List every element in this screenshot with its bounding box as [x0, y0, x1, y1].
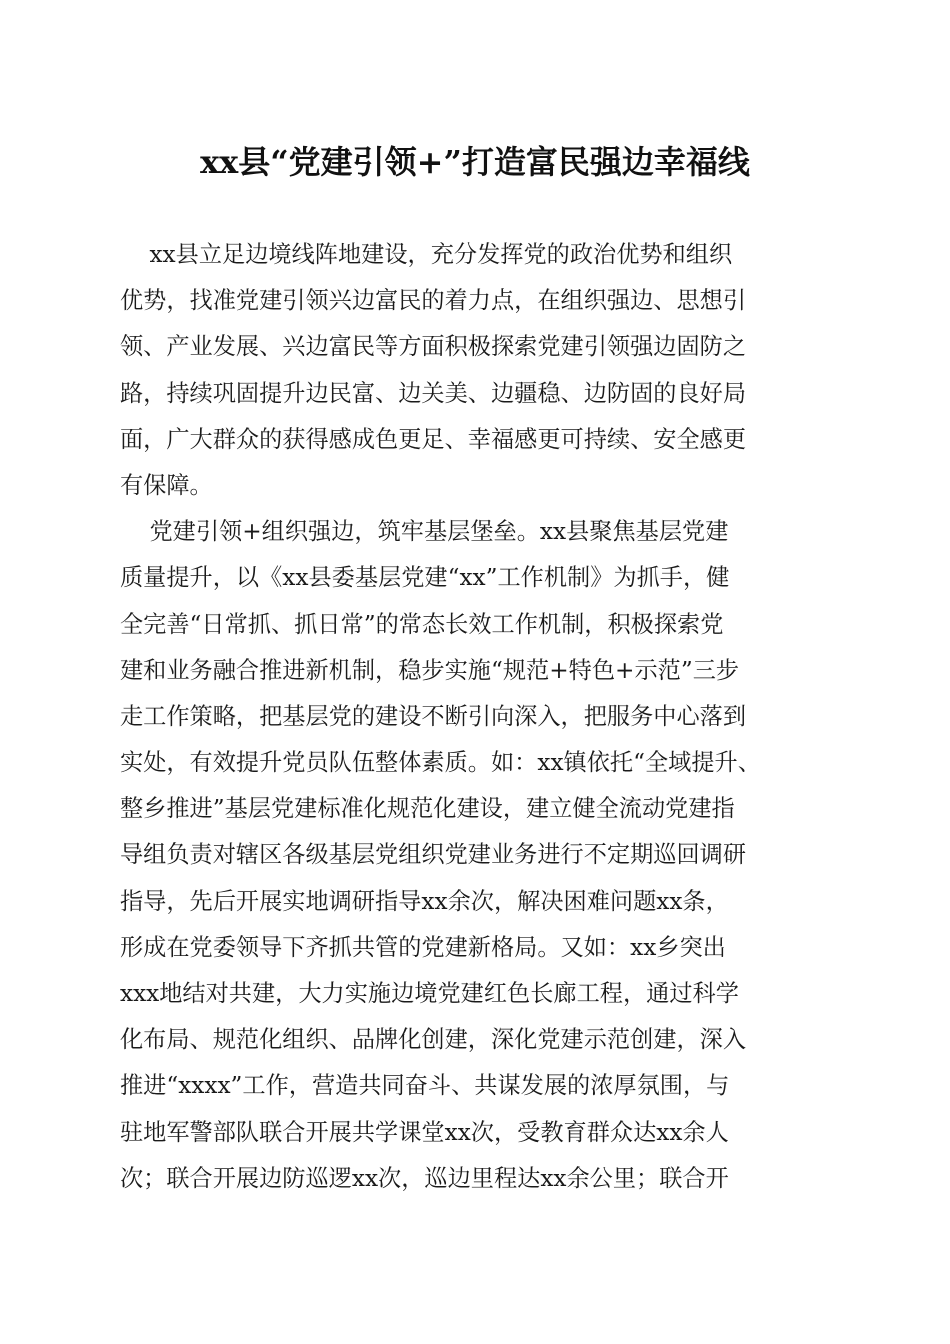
text-line: 驻地军警部队联合开展共学课堂xx次，受教育群众达xx余人: [120, 1118, 729, 1146]
text-line: 指导，先后开展实地调研指导xx余次，解决困难问题xx条，: [120, 887, 729, 915]
text-line: 化布局、规范化组织、品牌化创建，深化党建示范创建，深入: [120, 1026, 747, 1054]
text-line: 次；联合开展边防巡逻xx次，巡边里程达xx余公里；联合开: [120, 1164, 729, 1192]
text-line: 优势，找准党建引领兴边富民的着力点，在组织强边、思想引: [120, 287, 747, 315]
text-line: 走工作策略，把基层党的建设不断引向深入，把服务中心落到: [120, 702, 747, 730]
paragraph-2: [120, 509, 825, 1202]
text-line: 实处，有效提升党员队伍整体素质。如：xx镇依托“全域提升、: [120, 749, 761, 777]
text-line: 有保障。: [120, 471, 213, 499]
text-line: 质量提升，以《xx县委基层党建“xx”工作机制》为抓手，健: [120, 564, 730, 592]
text-line: 路，持续巩固提升边民富、边关美、边疆稳、边防固的良好局: [120, 379, 747, 407]
text-line: 整乡推进”基层党建标准化规范化建设，建立健全流动党建指: [120, 795, 735, 823]
text-line: 党建引领+组织强边，筑牢基层堡垒。xx县聚焦基层党建: [120, 518, 729, 546]
document-title: xx县“党建引领+”打造富民强边幸福线: [200, 143, 750, 181]
text-line: 建和业务融合推进新机制，稳步实施“规范+特色+示范”三步: [120, 656, 740, 684]
text-line: 面，广大群众的获得感成色更足、幸福感更可持续、安全感更: [120, 425, 747, 453]
text-line: 领、产业发展、兴边富民等方面积极探索党建引领强边固防之: [120, 333, 747, 361]
text-line: 全完善“日常抓、抓日常”的常态长效工作机制，积极探索党: [120, 610, 724, 638]
text-line: 导组负责对辖区各级基层党组织党建业务进行不定期巡回调研: [120, 841, 747, 869]
text-line: 形成在党委领导下齐抓共管的党建新格局。又如：xx乡突出: [120, 933, 726, 961]
text-line: 推进“xxxx”工作，营造共同奋斗、共谋发展的浓厚氛围，与: [120, 1072, 730, 1100]
paragraph-1: [120, 232, 825, 509]
document-body: [120, 232, 825, 1202]
text-line: xx县立足边境线阵地建设，充分发挥党的政治优势和组织: [120, 241, 733, 268]
text-line: xxx地结对共建，大力实施边境党建红色长廊工程，通过科学: [120, 980, 739, 1007]
